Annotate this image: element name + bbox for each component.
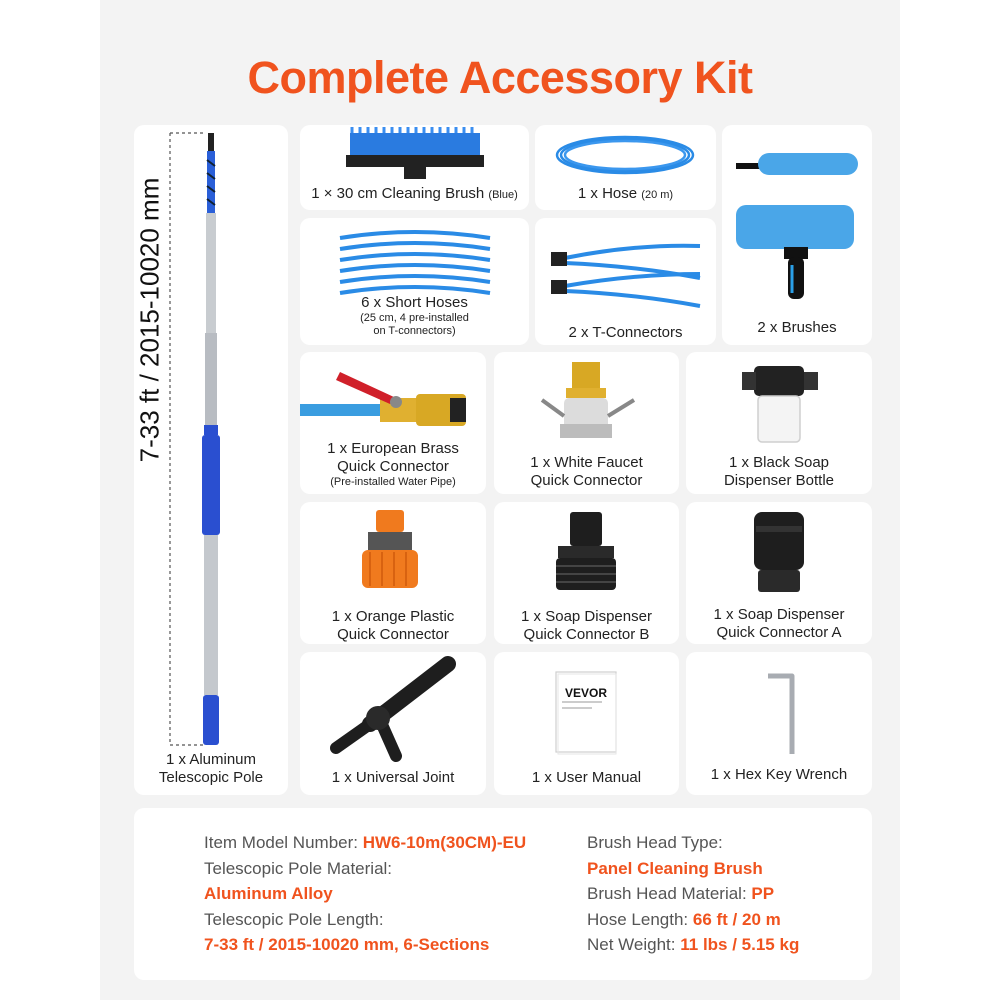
- cleaning-brush-label: 1 × 30 cm Cleaning Brush (Blue): [311, 185, 518, 202]
- brass-connector-line2: Quick Connector: [337, 458, 449, 475]
- orange-connector-line1: 1 x Orange Plastic: [331, 608, 455, 625]
- short-hoses-card: [300, 218, 529, 345]
- spec-net-weight: Net Weight: 11 lbs / 5.15 kg: [587, 935, 800, 954]
- hex-key-label: 1 x Hex Key Wrench: [710, 766, 848, 783]
- page-title: Complete Accessory Kit: [247, 52, 753, 103]
- brushes-image: [722, 125, 872, 345]
- spec-brush-material: Brush Head Material: PP: [587, 884, 775, 903]
- pole-label-line2: Telescopic Pole: [158, 769, 264, 786]
- orange-connector-line2: Quick Connector: [337, 626, 449, 643]
- brushes-label: 2 x Brushes: [757, 319, 837, 336]
- spec-pole-length-value: 7-33 ft / 2015-10020 mm, 6-Sections: [204, 935, 490, 954]
- t-connectors-label: 2 x T-Connectors: [568, 324, 683, 341]
- soap-bottle-line2: Dispenser Bottle: [723, 472, 835, 489]
- pole-label-line1: 1 x Aluminum: [165, 751, 257, 768]
- faucet-connector-card: [494, 352, 679, 494]
- hose-label: 1 x Hose (20 m): [577, 185, 674, 202]
- brass-connector-card: [300, 352, 486, 494]
- spec-brush-type-value: Panel Cleaning Brush: [587, 858, 763, 878]
- soap-connector-b-card: [494, 502, 679, 644]
- soap-bottle-card: [686, 352, 872, 494]
- spec-brush-type-label: Brush Head Type:: [587, 833, 723, 852]
- user-manual-card: [494, 652, 679, 795]
- spec-pole-length-label: Telescopic Pole Length:: [204, 909, 384, 929]
- cleaning-brush-card: [300, 125, 529, 210]
- soap-connector-a-card: [686, 502, 872, 644]
- user-manual-label: 1 x User Manual: [531, 769, 642, 786]
- hex-key-card: [686, 652, 872, 795]
- specifications-panel: [134, 808, 872, 980]
- manual-brand-logo: VEVOR: [564, 686, 607, 700]
- specs-right-column: [587, 830, 799, 958]
- short-hoses-label: 6 x Short Hoses: [361, 294, 468, 311]
- spec-model: Item Model Number: HW6-10m(30CM)-EU: [204, 833, 527, 852]
- specs-left-column: [204, 830, 526, 958]
- universal-joint-label: 1 x Universal Joint: [331, 769, 455, 786]
- spec-hose-length: Hose Length: 66 ft / 20 m: [587, 909, 781, 929]
- spec-pole-material-value: Aluminum Alloy: [204, 884, 333, 903]
- hose-card: [535, 125, 716, 210]
- soap-connector-a-line1: 1 x Soap Dispenser: [713, 606, 845, 623]
- t-connectors-card: [535, 218, 716, 345]
- soap-connector-b-line1: 1 x Soap Dispenser: [521, 608, 652, 625]
- spec-pole-material-label: Telescopic Pole Material:: [204, 858, 393, 878]
- faucet-connector-line2: Quick Connector: [530, 472, 643, 489]
- universal-joint-card: [300, 652, 486, 795]
- pole-dimension-label: 7-33 ft / 2015-10020 mm: [134, 177, 165, 463]
- soap-bottle-line1: 1 x Black Soap: [728, 454, 830, 471]
- faucet-connector-line1: 1 x White Faucet: [530, 454, 643, 471]
- brass-connector-line1: 1 x European Brass: [327, 440, 459, 457]
- soap-connector-b-line2: Quick Connector B: [523, 626, 650, 643]
- soap-connector-a-line2: Quick Connector A: [716, 624, 842, 641]
- orange-connector-card: [300, 502, 486, 644]
- short-hoses-note-line2: on T-connectors): [373, 325, 456, 337]
- brass-connector-note: (Pre-installed Water Pipe): [330, 476, 456, 488]
- short-hoses-note-line1: (25 cm, 4 pre-installed: [360, 312, 469, 324]
- brushes-card: [722, 125, 872, 345]
